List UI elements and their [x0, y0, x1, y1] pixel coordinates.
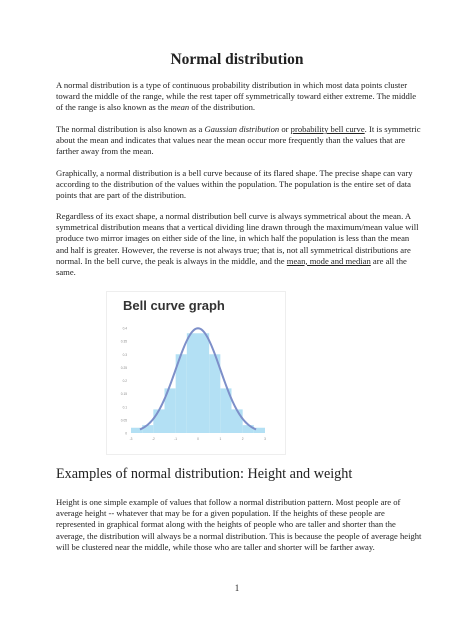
bell-curve-figure [106, 291, 286, 455]
paragraph-text: The normal distribution is also known as a [56, 124, 205, 134]
y-tick-label: 0.25 [120, 365, 127, 370]
y-tick-label: 0 [125, 431, 127, 436]
paragraph-text: are all the same. [56, 255, 407, 278]
paragraph-text: A normal distribution is a type of continuous probability distribution in which most data points cluster toward the middle of the range, while the rest taper off symmetrically toward either extreme. The middle of the range is also known as the [56, 80, 417, 113]
y-tick-label: 0.3 [122, 352, 127, 357]
bell-curve-chart [107, 292, 287, 456]
histogram-bar [153, 409, 164, 433]
x-tick-label: 2 [241, 437, 244, 441]
y-tick-label: 0.4 [122, 326, 127, 331]
x-tick-label: -2 [151, 437, 155, 441]
y-tick-label: 0.2 [122, 379, 127, 383]
x-tick-label: -1 [174, 437, 178, 441]
term-gaussian: Gaussian distribution [204, 124, 280, 134]
x-tick-label: 3 [264, 437, 266, 441]
paragraph-text: or [279, 124, 291, 134]
paragraph-text: of the distribution. [189, 102, 256, 113]
paragraph-height-weight: Height is one simple example of values that follow a normal distribution pattern. Most people are of average height -- whatever that may be for a given population. If the heights of these people are represented in graphical format along with the heights of people who are taller and shorter than the average, the distribution will always be a normal distribution. This is because the people of average height will be clustered near the middle, while those who are taller and shorter will be farther away. [56, 497, 422, 552]
paragraph-intro [56, 80, 422, 114]
histogram-bar [232, 409, 243, 433]
histogram-bar [187, 333, 198, 433]
page-number: 1 [234, 583, 240, 593]
page-title: Normal distribution [170, 51, 304, 68]
figure-title: Bell curve graph [123, 298, 225, 313]
x-tick-label: -3 [129, 437, 133, 441]
paragraph-text: Regardless of its exact shape, a normal distribution bell curve is always symmetrical about the mean. A symmetrical distribution means that a vertical dividing line drawn through the maximum/mean value will produce two mirror images on either side of the line, in which half the population is less than the mean and half is greater. However, the reverse is not always true; that is, not all symmetrical distributions are normal. In the bell curve, the peak is always in the middle, and the [56, 211, 419, 266]
term-mean: mean [170, 102, 190, 113]
y-tick-label: 0.05 [120, 418, 127, 423]
paragraph-bell-curve: Graphically, a normal distribution is a bell curve because of its flared shape. The precise shape can vary according to the distribution of the values within the population. The population is the entire set of data points that are part of the distribution. [56, 168, 413, 201]
paragraph-text: . It is symmetric about the mean and indicates that values near the mean occur more frequently than the values that are farther away from the mean. [56, 124, 421, 157]
paragraph-symmetry [56, 211, 422, 278]
link-mean-mode-median[interactable]: mean, mode and median [286, 255, 371, 266]
section-heading: Examples of normal distribution: Height and weight [56, 466, 353, 482]
y-tick-label: 0.1 [122, 405, 127, 410]
paragraph-gaussian [56, 124, 422, 158]
y-tick-label: 0.35 [120, 339, 127, 344]
link-probability-bell-curve[interactable]: probability bell curve [290, 124, 365, 134]
x-tick-label: 0 [197, 437, 199, 441]
x-tick-label: 1 [219, 437, 222, 441]
y-tick-label: 0.15 [120, 392, 127, 397]
histogram-bar [198, 333, 209, 433]
